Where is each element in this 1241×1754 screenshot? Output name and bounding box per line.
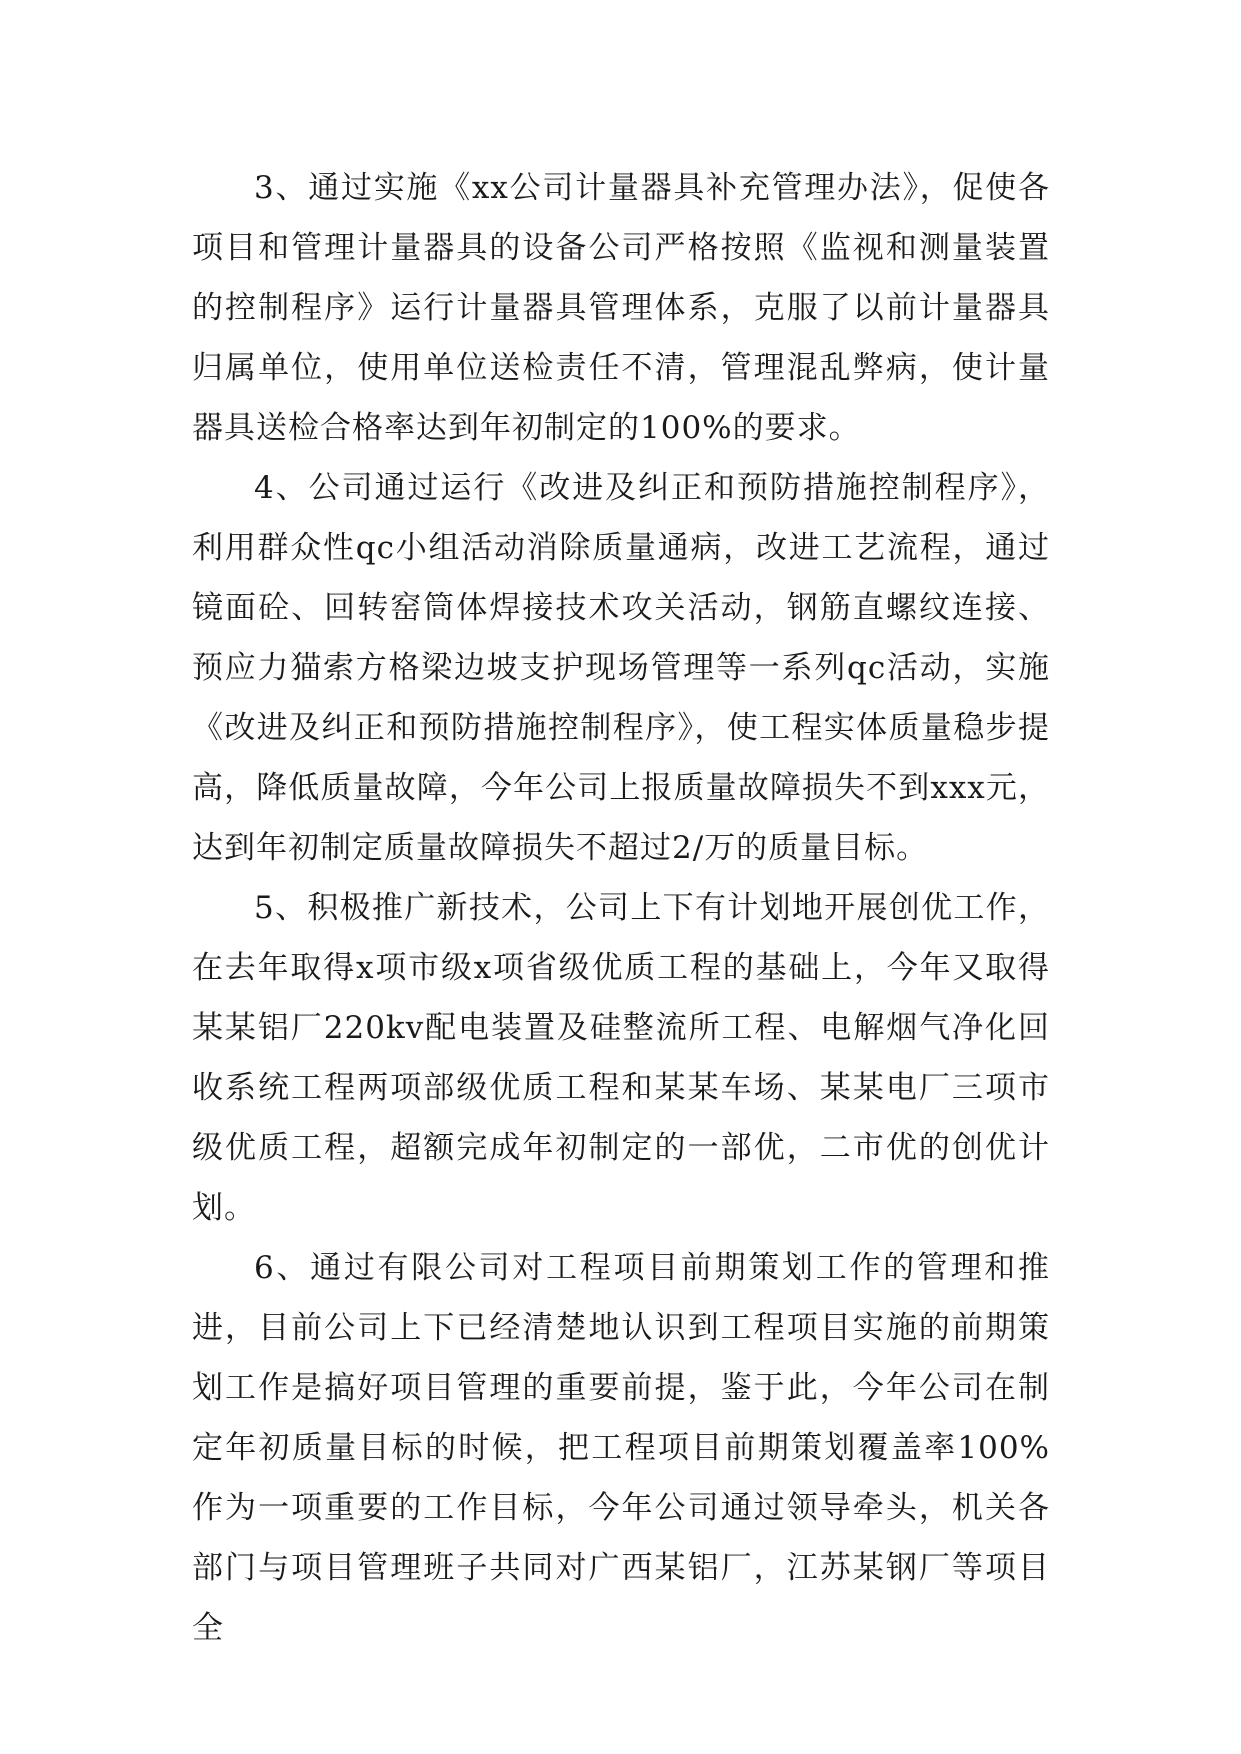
paragraph-item-3: 3、通过实施《xx公司计量器具补充管理办法》，促使各项目和管理计量器具的设备公司严格按照《监视和测量装置的控制程序》运行计量器具管理体系，克服了以前计量器具归属单位，使用单位送检责任不清，管理混乱弊病，使计量器具送检合格率达到年初制定的100%的要求。 [192, 170, 1050, 446]
document-body [192, 158, 1050, 1658]
paragraph-item-5: 5、积极推广新技术，公司上下有计划地开展创优工作，在去年取得x项市级x项省级优质工程的基础上，今年又取得某某铝厂220kv配电装置及硅整流所工程、电解烟气净化回收系统工程两项部级优质工程和某某车场、某某电厂三项市级优质工程，超额完成年初制定的一部优，二市优的创优计划。 [192, 890, 1050, 1226]
paragraph-item-6: 6、通过有限公司对工程项目前期策划工作的管理和推进，目前公司上下已经清楚地认识到工程项目实施的前期策划工作是搞好项目管理的重要前提，鉴于此，今年公司在制定年初质量目标的时候，把工程项目前期策划覆盖率100%作为一项重要的工作目标，今年公司通过领导牵头，机关各部门与项目管理班子共同对广西某铝厂，江苏某钢厂等项目全 [192, 1250, 1050, 1646]
paragraph-item-4: 4、公司通过运行《改进及纠正和预防措施控制程序》，利用群众性qc小组活动消除质量通病，改进工艺流程，通过镜面砼、回转窑筒体焊接技术攻关活动，钢筋直螺纹连接、预应力猫索方格梁边坡支护现场管理等一系列qc活动，实施《改进及纠正和预防措施控制程序》，使工程实体质量稳步提高，降低质量故障，今年公司上报质量故障损失不到xxx元，达到年初制定质量故障损失不超过2/万的质量目标。 [192, 470, 1050, 866]
